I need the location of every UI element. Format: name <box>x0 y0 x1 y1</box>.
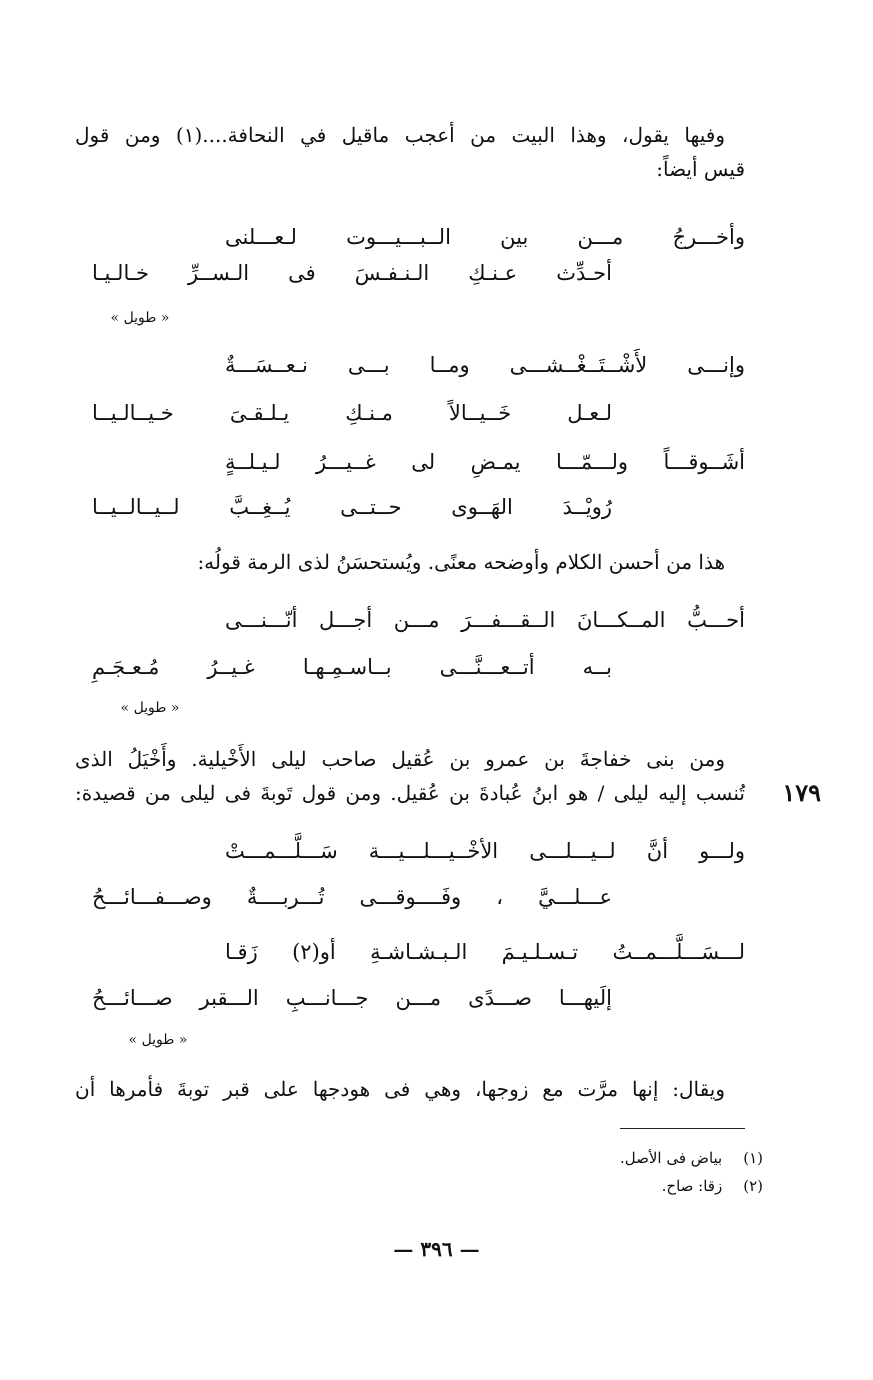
page-number: — ٣٩٦ — <box>393 1237 480 1261</box>
footnote <box>620 1145 763 1171</box>
verse-second-hemistich: لـعـل خَــيــالاً مـنـكِ يـلـقـىَ خـيــالـيــا <box>92 401 612 425</box>
verse-first-hemistich: أحـــبُّ المــكـــانَ الــقـــفـــرَ مـــن أجـــل أنّـــنـــى <box>225 608 745 632</box>
footnote-number: (٢) <box>743 1177 763 1195</box>
footnote-text: زقا: صاح. <box>661 1177 723 1195</box>
verse-second-hemistich: رُويْــدَ الهَــوى حــتــى يُــغِــبَّ لــيــالــيــا <box>92 495 612 519</box>
meter-label: « طويل » <box>120 700 180 716</box>
paragraph-line: تُنسب إليه ليلى / هو ابنُ عُبادةَ بن عُقيل. ومن قول تَوبةَ فى ليلى من قصيدة: <box>75 781 745 805</box>
margin-page-number: ١٧٩ <box>782 778 821 807</box>
verse-first-hemistich: وأخـــرجُ مـــن بين الــبـــيـــوت لـعـــلنى <box>225 225 745 249</box>
verse-second-hemistich: عـــلـــيَّ ، وفَــــوقـــى تُـــربــــةٌ وصـــفـــائـــحُ <box>92 885 612 909</box>
footnote-divider <box>620 1128 745 1129</box>
verse-second-hemistich: بــه أتــعـــنَّـــى بــاسـمِـهـا غـيــرُ مُـعـجَـمِ <box>92 655 612 679</box>
verse-second-hemistich: أحـدِّث عـنـكِ الـنـفـسَ فى الـســرِّ خـالـيـا <box>92 261 612 285</box>
verse-first-hemistich: لـــسَـــلَّـــمــتُ تـسـلـيـمَ الـبـشـاشـةِ أو(٢) زَقـا <box>225 940 745 964</box>
verse-first-hemistich: وإنـــى لأَشْــتَــغْــشـــى ومــا بـــى نـعــسَـــةٌ <box>225 353 745 377</box>
paragraph-line: قيس أيضاً: <box>656 157 745 181</box>
verse-first-hemistich: أشَــوقـــاً ولـــمّـــا يمـضِ لى غــيـــرُ لـيـلــةٍ <box>225 450 745 474</box>
paragraph-line: وفيها يقول، وهذا البيت من أعجب ماقيل في النحافة....(١) ومن قول <box>75 123 725 147</box>
verse-first-hemistich: ولـــو أنَّ لــيـــلـــى الأخْــيـــلـــيـــة سَـــلَّـــمـــتْ <box>225 839 745 863</box>
footnote-text: بياض فى الأصل. <box>620 1149 723 1167</box>
meter-label: « طويل » <box>110 310 170 326</box>
footnote <box>662 1173 763 1199</box>
footnote-number: (١) <box>743 1149 763 1167</box>
paragraph-line: ومن بنى خفاجةَ بن عمرو بن عُقيل صاحب ليلى الأَخْيلية. وأَخْيَلُ الذى <box>75 747 725 771</box>
paragraph-line: ويقال: إنها مرَّت مع زوجها، وهي فى هودجها على قبر توبةَ فأمرها أن <box>75 1077 725 1101</box>
meter-label: « طويل » <box>128 1032 188 1048</box>
verse-second-hemistich: إلَيهـــا صـــدًى مـــن جـــانـــبِ الـــقبر صـــائـــحُ <box>92 986 612 1010</box>
paragraph-line: هذا من أحسن الكلام وأوضحه معنًى. ويُستحسَنُ لذى الرمة قولُه: <box>197 550 725 574</box>
